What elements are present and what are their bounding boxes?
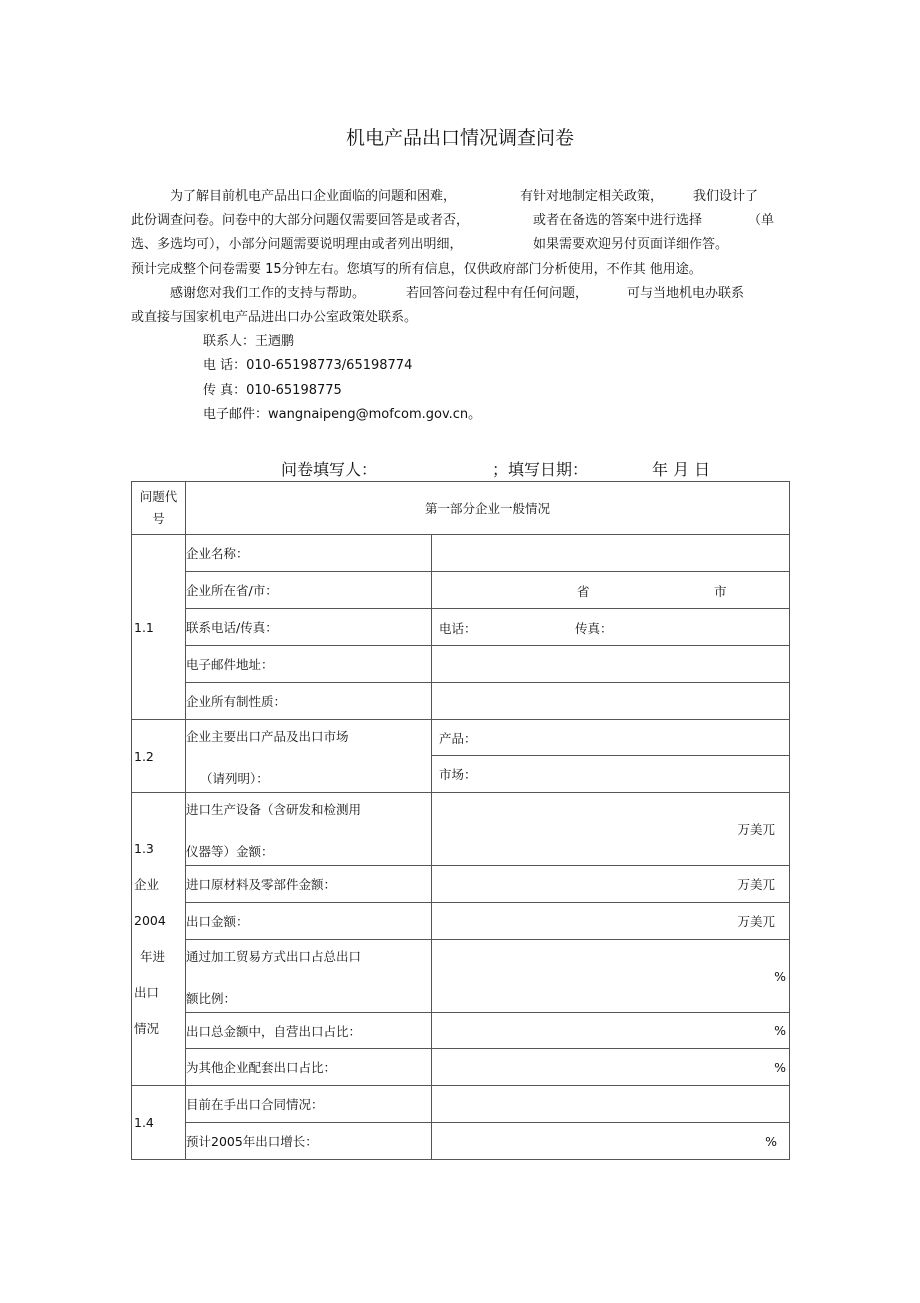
market-field[interactable] <box>432 756 790 793</box>
unit: % <box>774 968 787 984</box>
import-materials-label: 进口原材料及零部件金额： <box>186 866 432 903</box>
table-row <box>132 1086 790 1123</box>
unit: % <box>774 1059 787 1075</box>
export-amount-label: 出口金额： <box>186 903 432 940</box>
import-materials-field[interactable] <box>432 866 790 903</box>
export-products-label <box>186 720 432 793</box>
ownership-field[interactable] <box>432 683 790 720</box>
code-header: 问题代号 <box>132 482 186 535</box>
code-line: 1.3 <box>134 841 154 856</box>
processing-trade-field[interactable] <box>432 940 790 1013</box>
table-row <box>132 535 790 572</box>
export-growth-field[interactable] <box>432 1123 790 1160</box>
tel-fax-label: 联系电话/传真： <box>186 609 432 646</box>
code-line: 企业 <box>134 877 160 892</box>
code-line: 情况 <box>134 1021 160 1036</box>
supporting-export-label: 为其他企业配套出口占比： <box>186 1049 432 1086</box>
label-line: 通过加工贸易方式出口占总出口 <box>186 949 362 964</box>
supporting-export-field[interactable] <box>432 1049 790 1086</box>
province-suffix: 省 <box>577 584 590 599</box>
table-row <box>132 940 790 1013</box>
date-label: ；填写日期： <box>492 460 589 479</box>
table-row <box>132 793 790 866</box>
intro-text: 预计完成整个问卷需要 15分钟左右。您填写的所有信息，仅供政府部门分析使用，不作其 他用途。 <box>131 262 702 277</box>
export-amount-field[interactable] <box>432 903 790 940</box>
intro-text: （单 <box>748 213 775 228</box>
ownership-label: 企业所有制性质： <box>186 683 432 720</box>
email-field[interactable] <box>432 646 790 683</box>
unit: % <box>765 1133 778 1149</box>
product-label: 产品： <box>439 730 477 746</box>
export-products-label-b: （请列明）： <box>200 771 269 786</box>
survey-table <box>131 481 790 1160</box>
intro-text: 此份调查问卷。问卷中的大部分问题仅需要回答是或者否， <box>131 213 470 228</box>
intro-text: 可与当地机电办联系 <box>627 286 745 301</box>
contact-email[interactable]: 电子邮件：wangnaipeng@mofcom.gov.cn。 <box>203 407 482 422</box>
filler-label: 问卷填写人： <box>281 460 378 479</box>
question-code: 1.1 <box>132 535 186 720</box>
intro-text: 有针对地制定相关政策， <box>520 189 664 204</box>
section-title: 第一部分企业一般情况 <box>186 482 790 535</box>
contact-phone: 电 话：010-65198773/65198774 <box>203 358 413 373</box>
label-line: 额比例： <box>186 991 237 1006</box>
code-line: 出口 <box>134 985 160 1000</box>
page-title: 机电产品出口情况调查问卷 <box>346 127 575 149</box>
company-name-field[interactable] <box>432 535 790 572</box>
table-row <box>132 903 790 940</box>
table-row <box>132 1013 790 1049</box>
import-equipment-field[interactable] <box>432 793 790 866</box>
table-row <box>132 572 790 609</box>
tel-fax-field[interactable] <box>432 609 790 646</box>
table-row <box>132 720 790 756</box>
table-row <box>132 1123 790 1160</box>
intro-text: 如果需要欢迎另付页面详细作答。 <box>533 237 729 252</box>
code-line: 2004 <box>134 913 166 928</box>
export-growth-label: 预计2005年出口增长： <box>186 1123 432 1160</box>
city-suffix: 市 <box>714 584 727 599</box>
table-row <box>132 683 790 720</box>
market-label: 市场： <box>439 767 477 782</box>
province-city-label: 企业所在省/市： <box>186 572 432 609</box>
import-equipment-label <box>186 793 432 866</box>
self-export-label: 出口总金额中，自营出口占比： <box>186 1013 432 1049</box>
export-products-label-a: 企业主要出口产品及出口市场 <box>186 729 349 744</box>
label-line: 进口生产设备（含研发和检测用 <box>186 802 362 817</box>
intro-text: 选、多选均可），小部分问题需要说明理由或者列出明细， <box>131 237 463 252</box>
intro-text: 或者在备选的答案中进行选择 <box>533 213 703 228</box>
question-code: 1.2 <box>132 720 186 793</box>
intro-text: 为了解目前机电产品出口企业面临的问题和困难， <box>170 189 457 204</box>
table-row <box>132 1049 790 1086</box>
contracts-label: 目前在手出口合同情况： <box>186 1086 432 1123</box>
table-header-row <box>132 482 790 535</box>
tel-label: 电话： <box>439 621 477 636</box>
unit: 万美兀 <box>737 877 776 892</box>
intro-text: 或直接与国家机电产品进出口办公室政策处联系。 <box>131 310 418 325</box>
contracts-field[interactable] <box>432 1086 790 1123</box>
table-row <box>132 866 790 903</box>
intro-text: 感谢您对我们工作的支持与帮助。 <box>170 286 366 301</box>
table-row <box>132 646 790 683</box>
contact-person: 联系人：王迺鹏 <box>203 334 295 349</box>
company-name-label: 企业名称： <box>186 535 432 572</box>
product-field[interactable] <box>432 720 790 756</box>
question-code <box>132 793 186 1086</box>
email-label: 电子邮件地址： <box>186 646 432 683</box>
self-export-field[interactable] <box>432 1013 790 1049</box>
unit: 万美兀 <box>737 822 776 837</box>
question-code: 1.4 <box>132 1086 186 1160</box>
code-line: 年进 <box>140 949 166 964</box>
fax-label: 传真： <box>575 621 613 636</box>
unit: % <box>774 1023 787 1038</box>
label-line: 仪器等）金额： <box>186 844 274 859</box>
contact-fax: 传 真：010-65198775 <box>203 383 342 398</box>
province-city-field[interactable] <box>432 572 790 609</box>
intro-text: 我们设计了 <box>693 189 759 204</box>
processing-trade-label <box>186 940 432 1013</box>
intro-text: 若回答问卷过程中有任何问题， <box>406 286 589 301</box>
unit: 万美兀 <box>737 914 776 929</box>
table-row <box>132 609 790 646</box>
date-ymd: 年 月 日 <box>652 460 711 479</box>
